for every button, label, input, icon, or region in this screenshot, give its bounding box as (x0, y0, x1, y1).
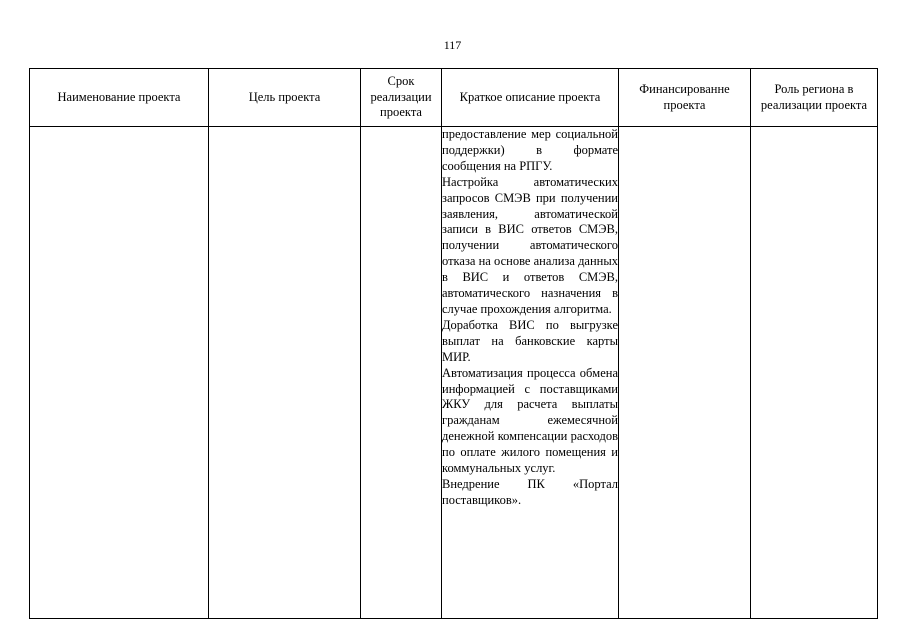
description-paragraph: Автоматизация процесса обмена информацией с поставщиками ЖКУ для расчета выплаты гражданам ежемесячной денежной компенсации расходов по оплате жилого помещения и коммунальных услуг. (442, 365, 618, 476)
description-paragraph: Доработка ВИС по выгрузке выплат на банковские карты МИР. (442, 317, 618, 364)
cell-project-name (30, 127, 209, 619)
header-project-name: Наименование проекта (30, 69, 209, 127)
header-project-description: Краткое описание проекта (442, 69, 619, 127)
header-project-financing: Финансированне проекта (619, 69, 751, 127)
cell-project-description (442, 127, 619, 619)
header-region-role: Роль региона в реализации проекта (751, 69, 878, 127)
table-row (30, 127, 878, 619)
header-project-term: Срок реализации проекта (361, 69, 442, 127)
cell-project-financing (619, 127, 751, 619)
description-text (442, 127, 618, 509)
description-paragraph: предоставление мер социальной поддержки) в формате сообщения на РПГУ. (442, 127, 618, 173)
cell-project-term (361, 127, 442, 619)
cell-region-role (751, 127, 878, 619)
description-paragraph: Настройка автоматических запросов СМЭВ при получении заявления, автоматической записи в ВИС ответов СМЭВ, получении автоматического отказа на основе анализа данных в ВИС и ответов СМЭВ, автоматического назначения в случае прохождения алгоритма. (442, 174, 618, 316)
cell-project-goal (209, 127, 361, 619)
table-header-row (30, 69, 878, 127)
description-paragraph: Внедрение ПК «Портал поставщиков». (442, 476, 618, 507)
page-number: 117 (443, 38, 462, 52)
projects-table (29, 68, 878, 619)
header-project-goal: Цель проекта (209, 69, 361, 127)
